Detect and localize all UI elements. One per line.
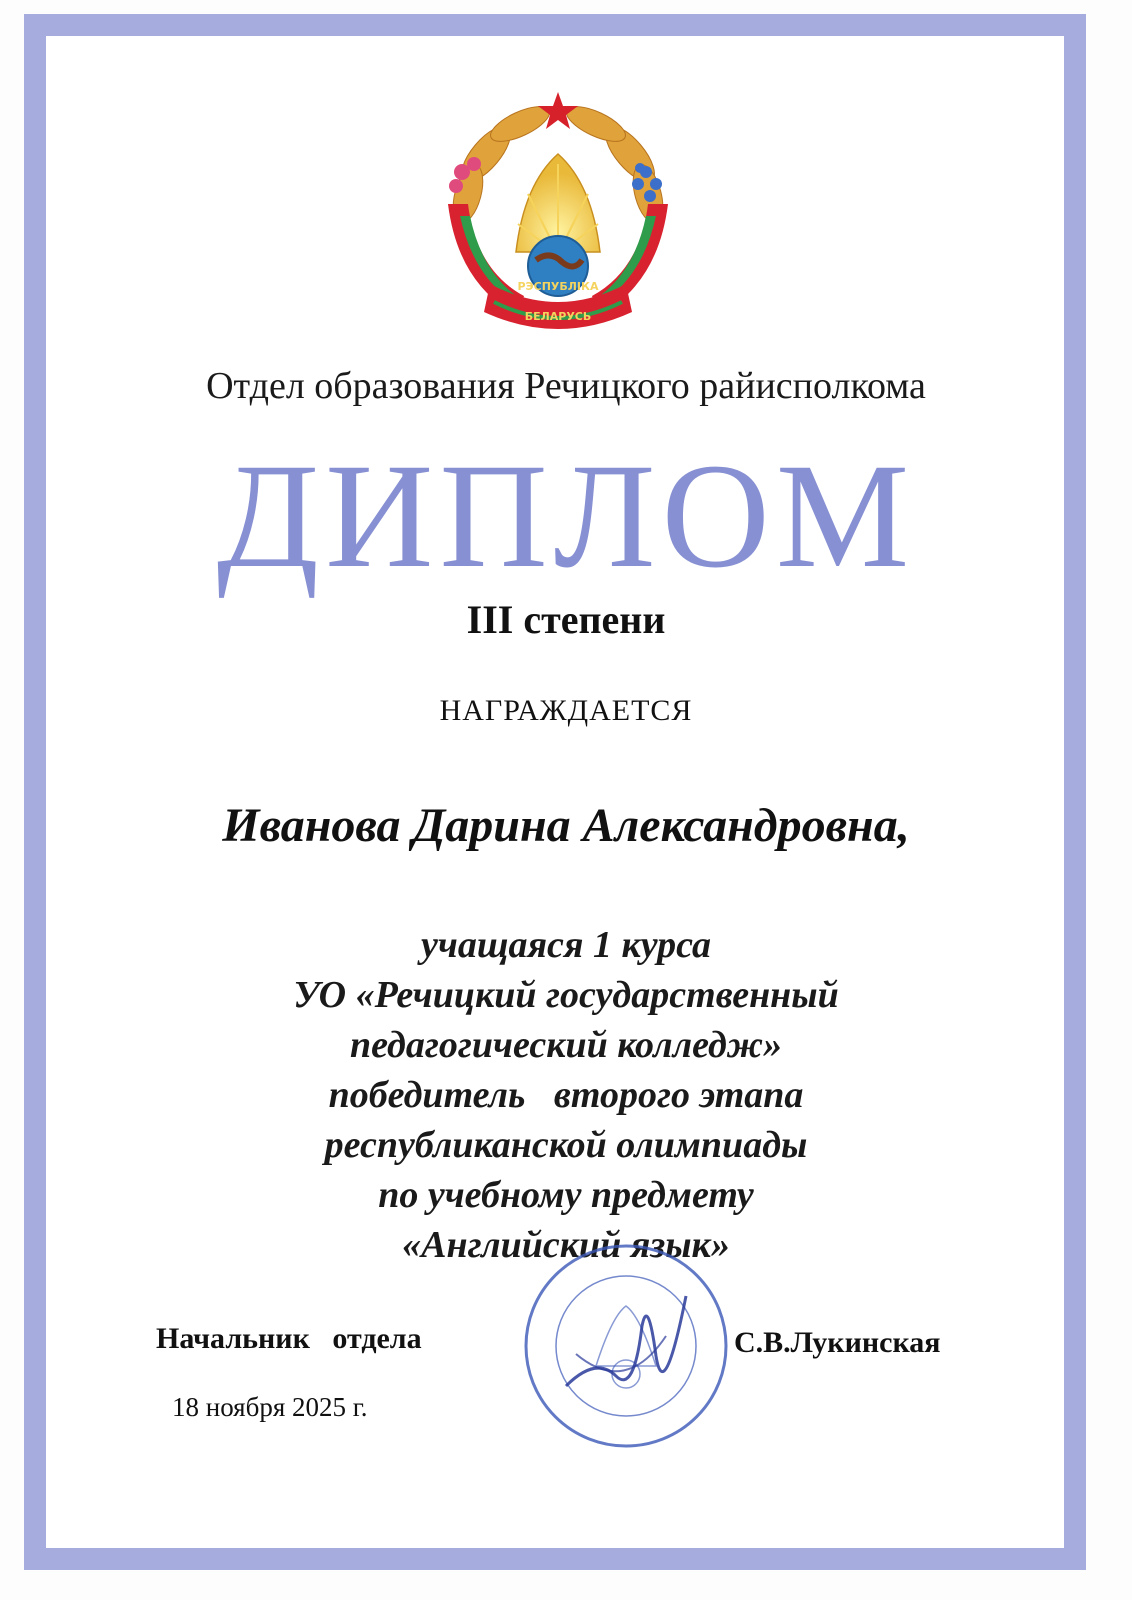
- diploma-degree: III степени: [466, 597, 666, 642]
- diploma-title: ДИПЛОМ: [216, 433, 916, 599]
- description-line: учащаяся 1 курса: [421, 924, 711, 966]
- description-line: победитель второго этапа: [328, 1074, 804, 1116]
- issue-date: 18 ноября 2025 г.: [172, 1392, 368, 1422]
- description-line: педагогический колледж»: [349, 1024, 783, 1066]
- description-line: республиканской олимпиады: [324, 1124, 808, 1166]
- ribbon-top-text: РЭСПУБЛІКА: [517, 280, 599, 293]
- description-line: УО «Речицкий государственный: [293, 974, 839, 1016]
- belarus-coat-of-arms-icon: [428, 84, 688, 346]
- awarded-label: НАГРАЖДАЕТСЯ: [439, 694, 693, 727]
- description-line: по учебному предмету: [378, 1174, 754, 1216]
- recipient-name: Иванова Дарина Александровна,: [222, 799, 910, 852]
- ribbon-bottom-text: БЕЛАРУСЬ: [524, 310, 592, 323]
- description-line: «Английский язык»: [402, 1224, 730, 1266]
- signatory-name: С.В.Лукинская: [734, 1326, 941, 1359]
- organization-name: Отдел образования Речицкого райисполкома: [206, 365, 926, 407]
- award-description: [0, 920, 1132, 1270]
- signatory-role: Начальник отдела: [156, 1322, 422, 1355]
- official-seal-icon: [516, 1236, 736, 1456]
